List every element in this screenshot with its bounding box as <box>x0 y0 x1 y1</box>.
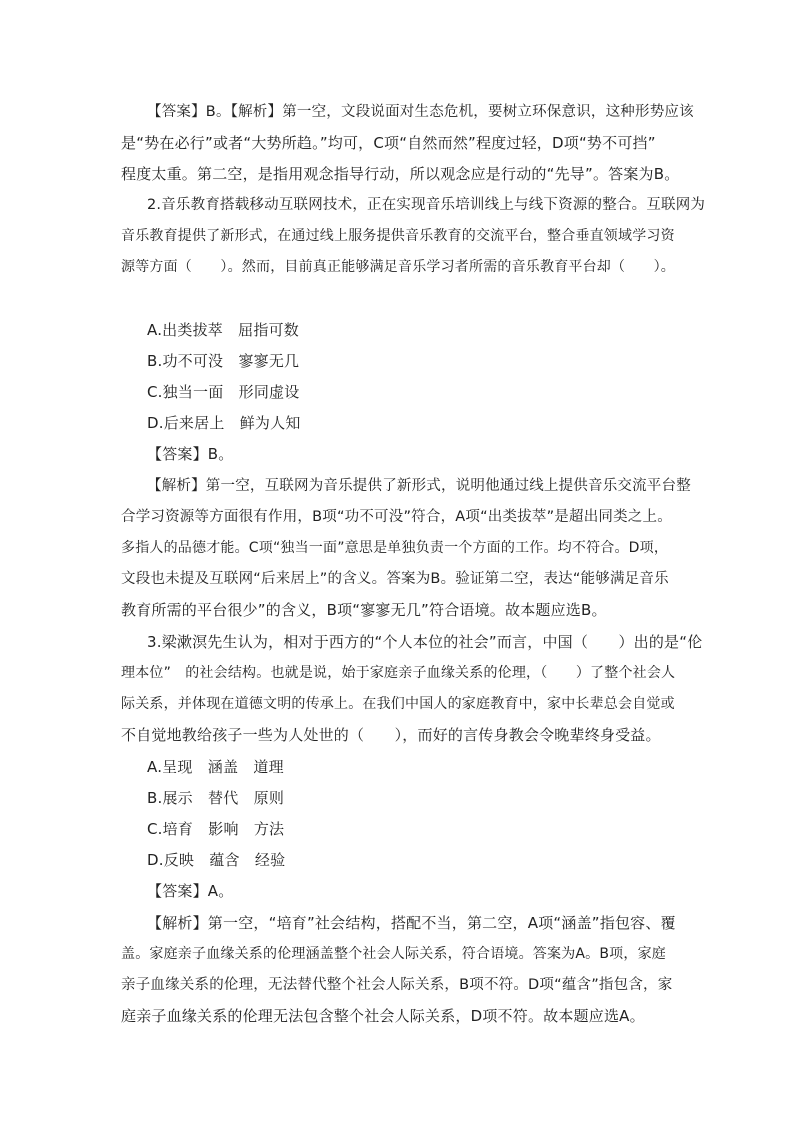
q2-stem-line-2: 音乐教育提供了新形式，在通过线上服务提供音乐教育的交流平台，整合垂直领域学习资 <box>121 228 675 244</box>
q3-answer: 【答案】A。 <box>147 882 234 900</box>
q3-stem-line-2: 理本位” 的社会结构。也就是说，始于家庭亲子血缘关系的伦理，（ ）了整个社会人 <box>121 665 676 681</box>
q2-option-d: D.后来居上 鲜为人知 <box>147 414 301 432</box>
q1-answer-line-2: 是“势在必行”或者“大势所趋。”均可，C项“自然而然”程度过轻，D项“势不可挡” <box>121 134 656 152</box>
q2-analysis-line-1: 【解析】第一空，互联网为音乐提供了新形式，说明他通过线上提供音乐交流平台整 <box>147 478 691 494</box>
q3-stem-line-3: 际关系，并体现在道德文明的传承上。在我们中国人的家庭教育中，家中长辈总会自觉或 <box>121 696 675 712</box>
q1-answer-line-3: 程度太重。第二空，是指用观念指导行动，所以观念应是行动的“先导”。答案为B。 <box>121 165 680 183</box>
q2-option-a: A.出类拔萃 屈指可数 <box>147 321 299 339</box>
q2-analysis-line-3: 多指人的品德才能。C项“独当一面”意思是单独负责一个方面的工作。均不符合。D项， <box>121 540 669 556</box>
q2-analysis-line-2: 合学习资源等方面很有作用，B项“功不可没”符合，A项“出类拔萃”是超出同类之上。 <box>121 509 672 525</box>
q3-option-c: C.培育 影响 方法 <box>147 820 285 838</box>
q2-option-c: C.独当一面 形同虚设 <box>147 383 300 401</box>
q3-option-b: B.展示 替代 原则 <box>147 789 285 807</box>
q3-stem-line-1: 3.梁漱溟先生认为，相对于西方的“个人本位的社会”而言，中国（ ）出的是“伦 <box>147 633 703 651</box>
q1-answer-line-1: 【答案】B。【解析】第一空，文段说面对生态危机，要树立环保意识，这种形势应该 <box>147 104 694 120</box>
q2-answer: 【答案】B。 <box>147 445 234 463</box>
q3-analysis-line-1: 【解析】第一空，“培育”社会结构，搭配不当，第二空，A项“涵盖”指包容、覆 <box>147 914 676 932</box>
q2-stem-line-3: 源等方面（ ）。然而，目前真正能够满足音乐学习者所需的音乐教育平台却（ ）。 <box>121 259 675 275</box>
q2-option-b: B.功不可没 寥寥无几 <box>147 352 300 370</box>
q3-option-d: D.反映 蕴含 经验 <box>147 851 286 869</box>
q2-analysis-line-4: 文段也未提及互联网“后来居上”的含义。答案为B。验证第二空，表达“能够满足音乐 <box>121 571 669 587</box>
q3-analysis-line-2: 盖。家庭亲子血缘关系的伦理涵盖整个社会人际关系，符合语境。答案为A。B项，家庭 <box>121 946 666 962</box>
q3-stem-line-4: 不自觉地教给孩子一些为人处世的（ ），而好的言传身教会令晚辈终身受益。 <box>121 726 661 744</box>
q3-option-a: A.呈现 涵盖 道理 <box>147 758 284 776</box>
q2-stem-line-1: 2.音乐教育搭载移动互联网技术，正在实现音乐培训线上与线下资源的整合。互联网为 <box>147 197 706 213</box>
q2-analysis-line-5: 教育所需的平台很少”的含义，B项“寥寥无几”符合语境。故本题应选B。 <box>121 601 607 619</box>
q3-analysis-line-4: 庭亲子血缘关系的伦理无法包含整个社会人际关系，D项不符。故本题应选A。 <box>121 1007 645 1025</box>
q3-analysis-line-3: 亲子血缘关系的伦理，无法替代整个社会人际关系，B项不符。D项“蕴含”指包含，家 <box>121 977 673 993</box>
